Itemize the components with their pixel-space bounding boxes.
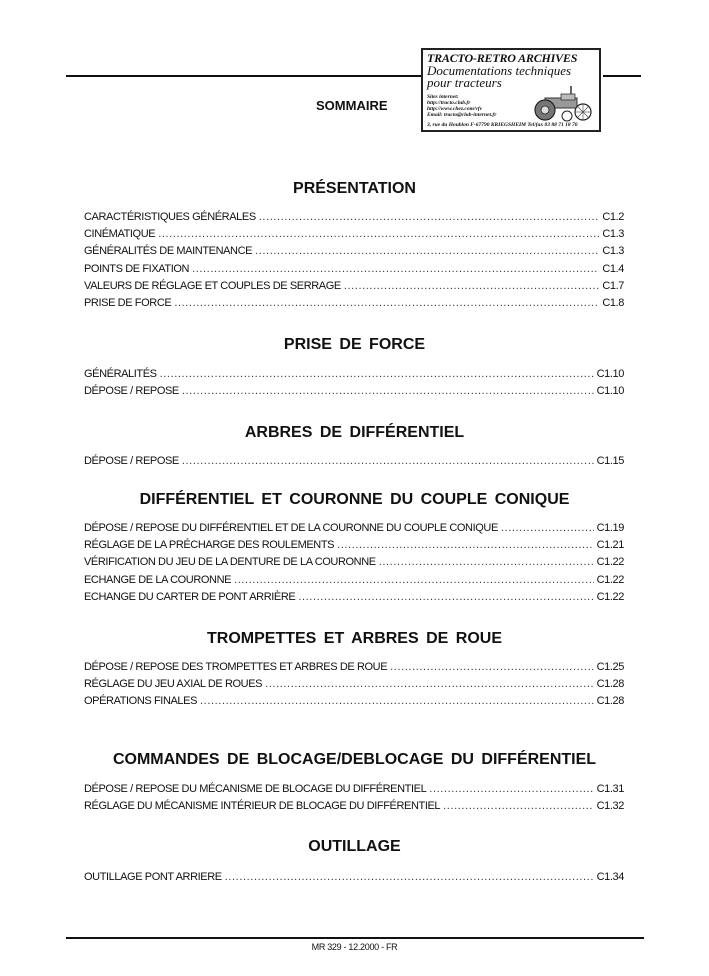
publisher-logo-box	[421, 48, 601, 132]
toc-list-prise-de-force	[84, 368, 624, 402]
toc-entry-label: DÉPOSE / REPOSE DU DIFFÉRENTIEL ET DE LA COURONNE DU COUPLE CONIQUE	[84, 522, 498, 534]
toc-entry-page: C1.4	[602, 262, 624, 275]
toc-entry-label: CINÉMATIQUE	[84, 228, 156, 241]
dot-leader	[255, 245, 599, 257]
toc-entry[interactable]	[84, 228, 624, 245]
dot-leader	[501, 522, 594, 534]
toc-entry[interactable]	[84, 368, 624, 385]
toc-entry-label: DÉPOSE / REPOSE	[84, 455, 179, 467]
toc-list-trompettes	[84, 661, 624, 713]
logo-site-1: http://tracto.club.fr	[427, 100, 471, 106]
toc-entry-page: C1.10	[596, 368, 624, 380]
toc-entry[interactable]	[84, 800, 624, 817]
toc-entry-page: C1.32	[596, 800, 624, 813]
toc-entry-page: C1.25	[596, 661, 624, 673]
section-title-trompettes: TROMPETTES ET ARBRES DE ROUE	[207, 630, 502, 647]
section-title-arbres-de-differentiel: ARBRES DE DIFFÉRENTIEL	[244, 424, 465, 441]
toc-list-outillage	[84, 871, 624, 888]
toc-entry[interactable]	[84, 783, 624, 800]
dot-leader	[390, 661, 594, 673]
toc-entry-label: VALEURS DE RÉGLAGE ET COUPLES DE SERRAGE	[84, 279, 341, 292]
logo-address: 3, rue du Houblon F-67790 KRIEGSHEIM Tel/fax 03 88 71 18 70	[427, 122, 578, 128]
toc-entry[interactable]	[84, 245, 624, 262]
toc-entry-label: DÉPOSE / REPOSE DES TROMPETTES ET ARBRES DE ROUE	[84, 661, 388, 673]
toc-entry-page: C1.28	[596, 695, 624, 708]
toc-entry-page: C1.22	[596, 573, 624, 586]
toc-entry[interactable]	[84, 263, 624, 280]
toc-entry-page: C1.3	[602, 228, 624, 241]
dot-leader	[160, 368, 594, 380]
logo-email: Email: tracto@club-internet.fr	[427, 112, 497, 118]
section-title-presentation: PRÉSENTATION	[293, 180, 416, 197]
section-title-prise-de-force: PRISE DE FORCE	[283, 336, 426, 353]
toc-entry-page: C1.15	[596, 455, 624, 467]
toc-entry-label: VÉRIFICATION DU JEU DE LA DENTURE DE LA COURONNE	[84, 556, 376, 569]
toc-entry[interactable]	[84, 385, 624, 402]
toc-entry[interactable]	[84, 591, 624, 608]
toc-entry-label: DÉPOSE / REPOSE DU MÉCANISME DE BLOCAGE DU DIFFÉRENTIEL	[84, 783, 427, 795]
toc-entry[interactable]	[84, 297, 624, 314]
toc-entry[interactable]	[84, 539, 624, 556]
dot-leader	[298, 591, 593, 603]
footer-rule	[66, 937, 644, 939]
toc-entry[interactable]	[84, 556, 624, 573]
toc-entry[interactable]	[84, 211, 624, 228]
header-rule-left	[66, 75, 422, 77]
toc-list-differentiel-couronne	[84, 522, 624, 608]
logo-tagline-2: pour tracteurs	[427, 75, 502, 90]
logo-site-2: http://www.chez.com/vfv	[427, 106, 483, 112]
dot-leader	[158, 228, 599, 240]
section-title-differentiel-couronne: DIFFÉRENTIEL ET COURONNE DU COUPLE CONIQUE	[139, 491, 570, 508]
toc-entry[interactable]	[84, 574, 624, 591]
toc-entry-label: OUTILLAGE PONT ARRIERE	[84, 871, 222, 883]
toc-entry[interactable]	[84, 871, 624, 888]
toc-entry-label: GÉNÉRALITÉS DE MAINTENANCE	[84, 245, 253, 258]
logo-brand-name: TRACTO-RETRO ARCHIVES	[427, 51, 578, 65]
toc-entry-label: DÉPOSE / REPOSE	[84, 385, 179, 398]
dot-leader	[182, 385, 594, 397]
toc-entry-label: GÉNÉRALITÉS	[84, 368, 157, 380]
toc-entry-page: C1.21	[596, 539, 624, 552]
dot-leader	[234, 574, 594, 586]
toc-entry-page: C1.2	[602, 211, 624, 223]
toc-entry-page: C1.34	[596, 871, 624, 883]
toc-entry-page: C1.31	[596, 783, 624, 795]
footer-reference: MR 329 - 12.2000 - FR	[311, 942, 398, 952]
toc-entry-label: OPÉRATIONS FINALES	[84, 695, 198, 708]
toc-entry-page: C1.8	[602, 296, 624, 309]
toc-list-commandes-blocage	[84, 783, 624, 817]
dot-leader	[259, 211, 600, 223]
dot-leader	[337, 539, 594, 551]
toc-entry-page: C1.19	[596, 522, 624, 534]
dot-leader	[182, 455, 594, 467]
dot-leader	[443, 800, 593, 812]
toc-entry-page: C1.28	[596, 678, 624, 691]
dot-leader	[192, 263, 599, 275]
page-title: SOMMAIRE	[316, 98, 388, 113]
toc-entry-page: C1.22	[596, 556, 624, 569]
toc-entry-page: C1.22	[596, 590, 624, 603]
toc-entry-label: PRISE DE FORCE	[84, 296, 172, 309]
toc-entry-label: ECHANGE DU CARTER DE PONT ARRIÈRE	[84, 590, 296, 603]
toc-entry-page: C1.3	[602, 245, 624, 258]
toc-entry[interactable]	[84, 678, 624, 695]
toc-entry-page: C1.7	[602, 279, 624, 292]
toc-entry-label: RÉGLAGE DE LA PRÉCHARGE DES ROULEMENTS	[84, 539, 335, 552]
toc-entry-label: ECHANGE DE LA COURONNE	[84, 573, 232, 586]
dot-leader	[200, 695, 594, 707]
dot-leader	[429, 783, 593, 795]
toc-entry[interactable]	[84, 661, 624, 678]
logo-sites-label: Sites internet:	[427, 94, 459, 100]
dot-leader	[379, 556, 594, 568]
tractor-illustration-icon	[531, 86, 595, 122]
toc-entry-label: RÉGLAGE DU JEU AXIAL DE ROUES	[84, 678, 263, 691]
logo-tagline-1: Documentations techniques	[427, 63, 572, 78]
toc-entry-label: POINTS DE FIXATION	[84, 262, 190, 275]
toc-entry-label: CARACTÉRISTIQUES GÉNÉRALES	[84, 211, 256, 223]
toc-entry[interactable]	[84, 455, 624, 472]
toc-list-arbres-de-differentiel	[84, 455, 624, 472]
dot-leader	[225, 871, 594, 883]
dot-leader	[174, 297, 599, 309]
toc-entry-page: C1.10	[596, 385, 624, 398]
toc-entry[interactable]	[84, 522, 624, 539]
header-rule-right	[603, 75, 641, 77]
toc-entry[interactable]	[84, 695, 624, 712]
toc-entry[interactable]	[84, 280, 624, 297]
section-title-outillage: OUTILLAGE	[308, 838, 401, 855]
toc-entry-label: RÉGLAGE DU MÉCANISME INTÉRIEUR DE BLOCAGE DU DIFFÉRENTIEL	[84, 800, 441, 813]
dot-leader	[265, 678, 594, 690]
toc-list-presentation	[84, 211, 624, 314]
dot-leader	[344, 280, 600, 292]
section-title-commandes-blocage: COMMANDES DE BLOCAGE/DEBLOCAGE DU DIFFÉRENTIEL	[112, 751, 597, 768]
